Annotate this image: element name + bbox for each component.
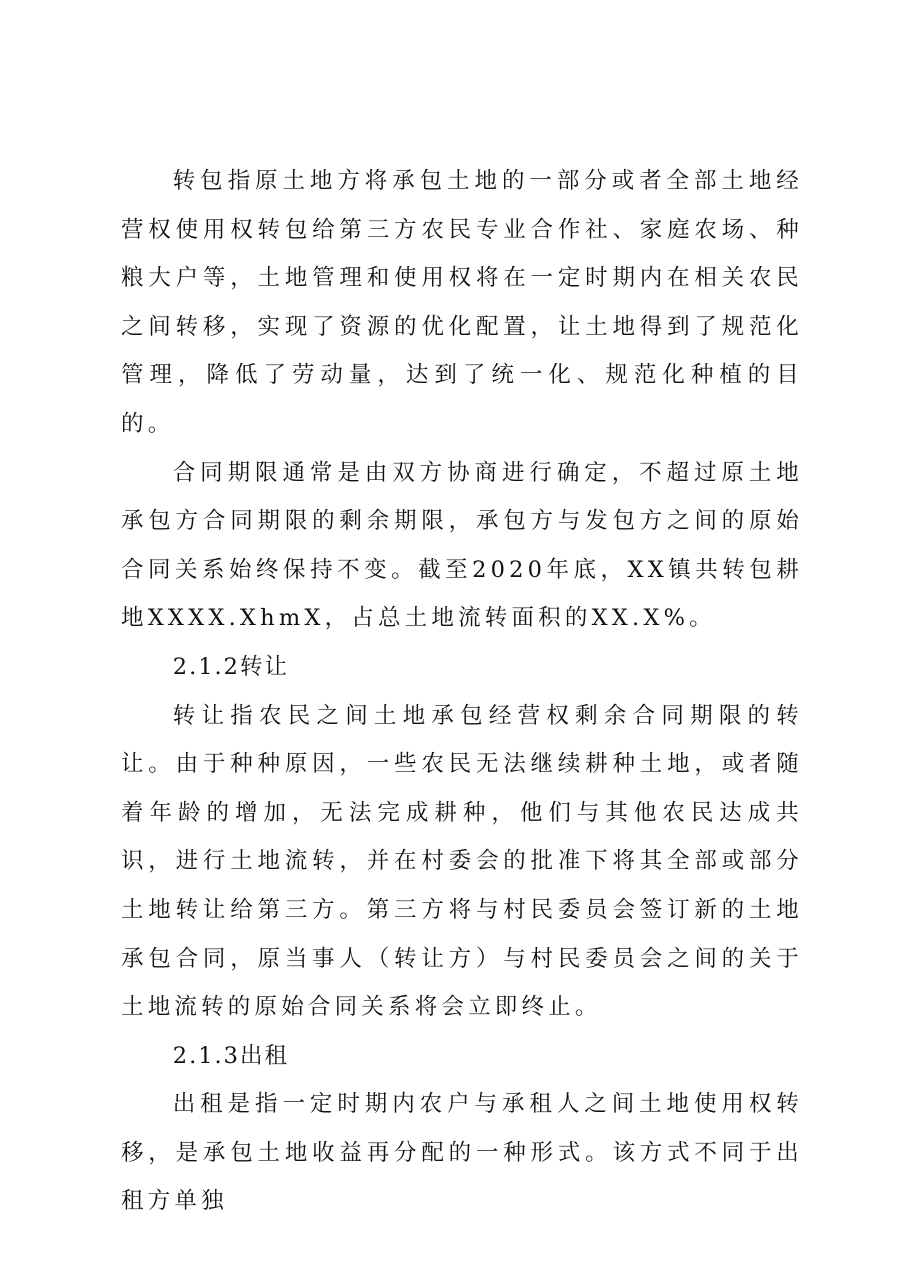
document-body [121,157,803,1226]
section-heading-lease: 2.1.3出租 [172,1042,289,1069]
paragraph-lease-definition: 出租是指一定时期内农户与承租人之间土地使用权转移，是承包土地收益再分配的一种形式。该方式不同于出租方单独 [121,1091,803,1215]
paragraph-subcontracting-definition: 转包指原土地方将承包土地的一部分或者全部土地经营权使用权转包给第三方农民专业合作社、家庭农场、种粮大户等，土地管理和使用权将在一定时期内在相关农民之间转移，实现了资源的优化配置，让土地得到了规范化管理，降低了劳动量，达到了统一化、规范化种植的目的。 [121,168,803,437]
paragraph-contract-term: 合同期限通常是由双方协商进行确定，不超过原土地承包方合同期限的剩余期限，承包方与发包方之间的原始合同关系始终保持不变。截至2020年底，XX镇共转包耕地XXXX.XhmX，占总土地流转面积的XX.X%。 [121,459,803,632]
paragraph-transfer-definition: 转让指农民之间土地承包经营权剩余合同期限的转让。由于种种原因，一些农民无法继续耕种土地，或者随着年龄的增加，无法完成耕种，他们与其他农民达成共识，进行土地流转，并在村委会的批准下将其全部或部分土地转让给第三方。第三方将与村民委员会签订新的土地承包合同，原当事人（转让方）与村民委员会之间的关于土地流转的原始合同关系将会立即终止。 [121,702,803,1021]
section-heading-transfer: 2.1.2转让 [172,653,289,680]
